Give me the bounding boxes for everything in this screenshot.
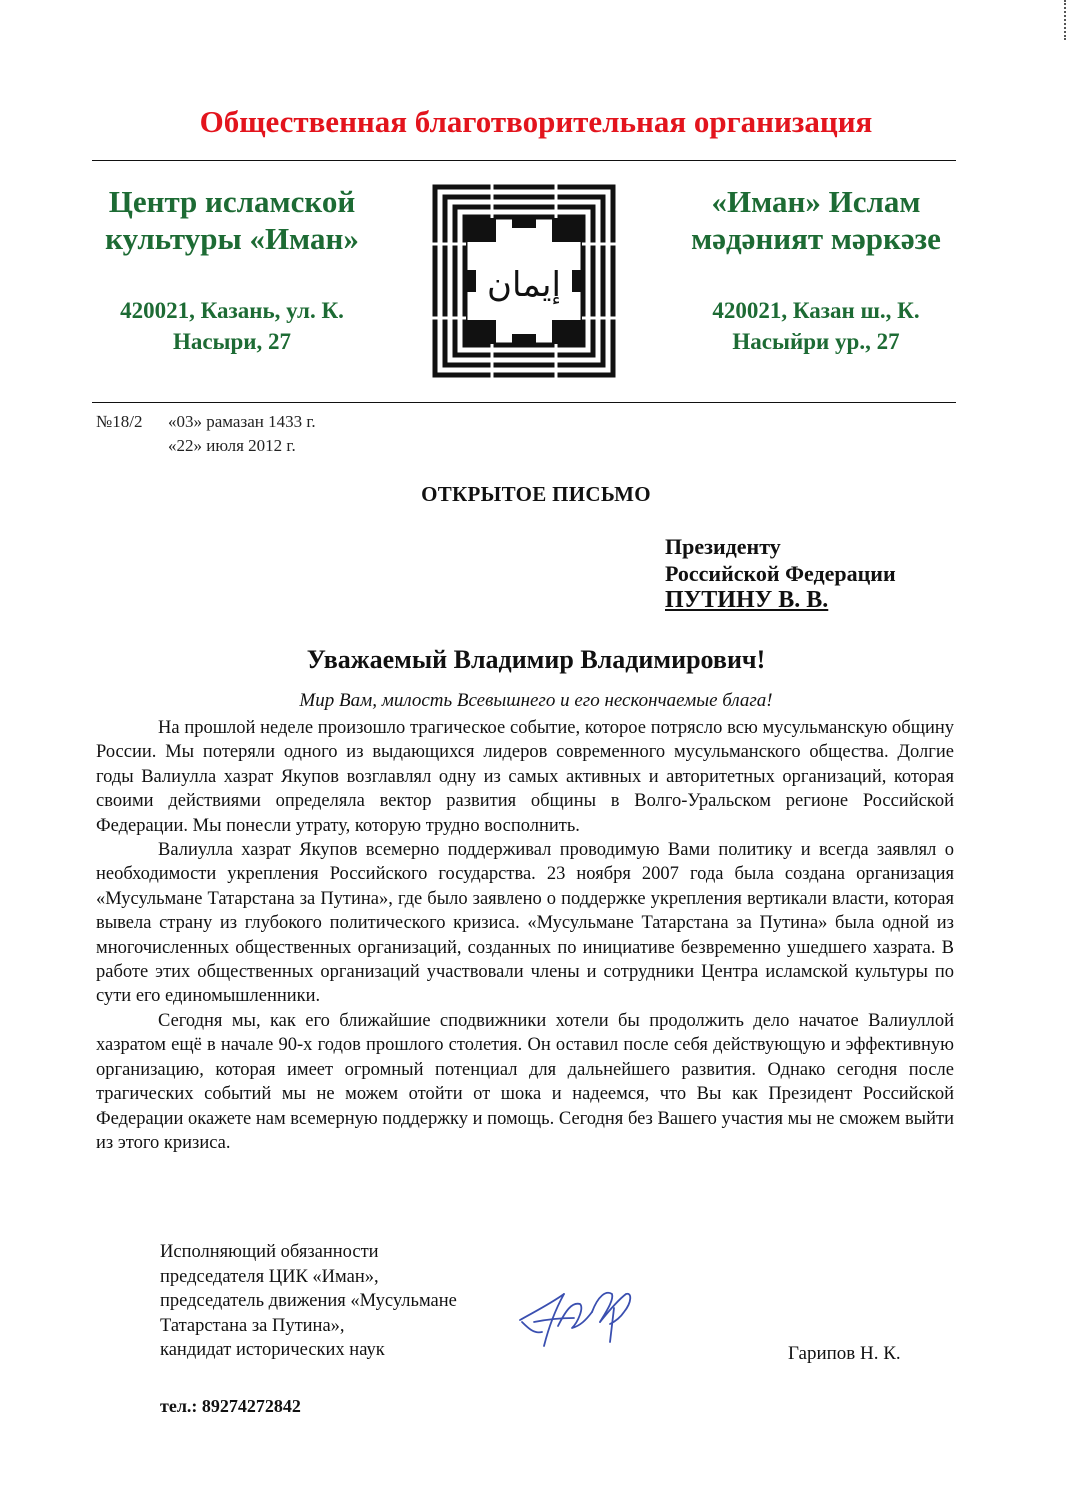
date-gregorian: «22» июля 2012 г. [168,436,296,455]
body-paragraph: На прошлой неделе произошло трагическое событие, которое потрясло всю мусульманскую общину России. Мы потеряли одного из выдающихся лидеров современного мусульманского общества. Долгие годы Валиулла хазрат Якупов возглавлял одну из самых активных и авторитетных организаций, которая своими действиями определяла вектор развития общины в Волго-Уральском регионе Российской Федерации. Мы понесли утрату, которую трудно восполнить. [96,718,954,836]
address-tatar-line1: 420021, Казан ш., К. [712,298,920,323]
header-left-column [88,183,376,357]
date-hijri: «03» рамазан 1433 г. [168,412,316,431]
address-tatar [668,295,964,357]
addressee-block [665,533,896,614]
salutation: Мир Вам, милость Всевышнего и его нескончаемые блага! [299,690,773,711]
signatory-title [160,1240,457,1363]
header-right-column [668,183,964,357]
letter-body [96,716,954,1155]
signatory-line: Татарстана за Путина», [160,1315,345,1336]
body-paragraph: Валиулла хазрат Якупов всемерно поддерживал проводимую Вами политику и всегда заявлял о необходимости укрепления Российского государства. 23 ноября 2007 года была создана организация «Мусульмане Татарстана за Путина», где было заявлено о поддержке укрепления вертикали власти, которая вывела страну из глубокого политического кризиса. «Мусульмане Татарстана за Путина» была одной из многочисленных общественных организаций, созданных по инициативе безвременно ушедшего хазрата. В работе этих общественных организаций участвовали члены и сотрудники Центра исламской культуры по сути его единомышленники. [96,840,954,1007]
handwritten-signature-icon [514,1282,644,1352]
org-name-tatar-line2: мәдәният мәркәзе [691,221,941,256]
document-number: №18/2 [96,412,143,431]
signatory-line: председатель движения «Мусульмане [160,1291,457,1311]
header-top-rule [92,160,956,161]
kufic-square-logo-icon [432,184,616,378]
address-russian-line1: 420021, Казань, ул. К. [120,298,344,323]
org-name-russian-line1: Центр исламской [108,184,356,219]
document-heading: ОТКРЫТОЕ ПИСЬМО [421,482,651,506]
signatory-line: Исполняющий обязанности [160,1242,379,1262]
document-meta [96,410,316,458]
addressee-name: ПУТИНУ В. В. [665,587,829,613]
addressee-line2: Российской Федерации [665,561,896,586]
org-name-russian-line2: культуры «Иман» [105,221,359,256]
org-name-tatar-line1: «Иман» Ислам [711,184,921,219]
address-russian-line2: Насыри, 27 [172,329,292,354]
greeting: Уважаемый Владимир Владимирович! [306,645,766,674]
org-title: Общественная благотворительная организация [199,104,873,139]
signer-name: Гарипов Н. К. [788,1343,901,1364]
contact-phone: тел.: 89274272842 [160,1396,301,1416]
header-bottom-rule [92,402,956,403]
body-paragraph: Сегодня мы, как его ближайшие сподвижники хотели бы продолжить дело начатое Валиуллой хазратом ещё в начале 90-х годов прошлого столетия. Он оставил после себя действующую и эффективную организацию, которая имеет огромный потенциал для дальнейшего развития. Однако сегодня после трагических событий мы не можем отойти от шока и надеемся, что Вы как Президент Российской Федерации окажете нам всемерную поддержку и помощь. Сегодня без Вашего участия мы не сможем выйти из этого кризиса. [96,1010,954,1153]
scan-edge-mark [1064,0,1072,40]
logo-arabic-text: إيمان [487,265,561,305]
address-russian [88,295,376,357]
signatory-line: кандидат исторических наук [160,1340,385,1360]
signatory-line: председателя ЦИК «Иман», [160,1266,379,1287]
addressee-line1: Президенту [665,534,781,559]
address-tatar-line2: Насыйри ур., 27 [732,329,900,354]
